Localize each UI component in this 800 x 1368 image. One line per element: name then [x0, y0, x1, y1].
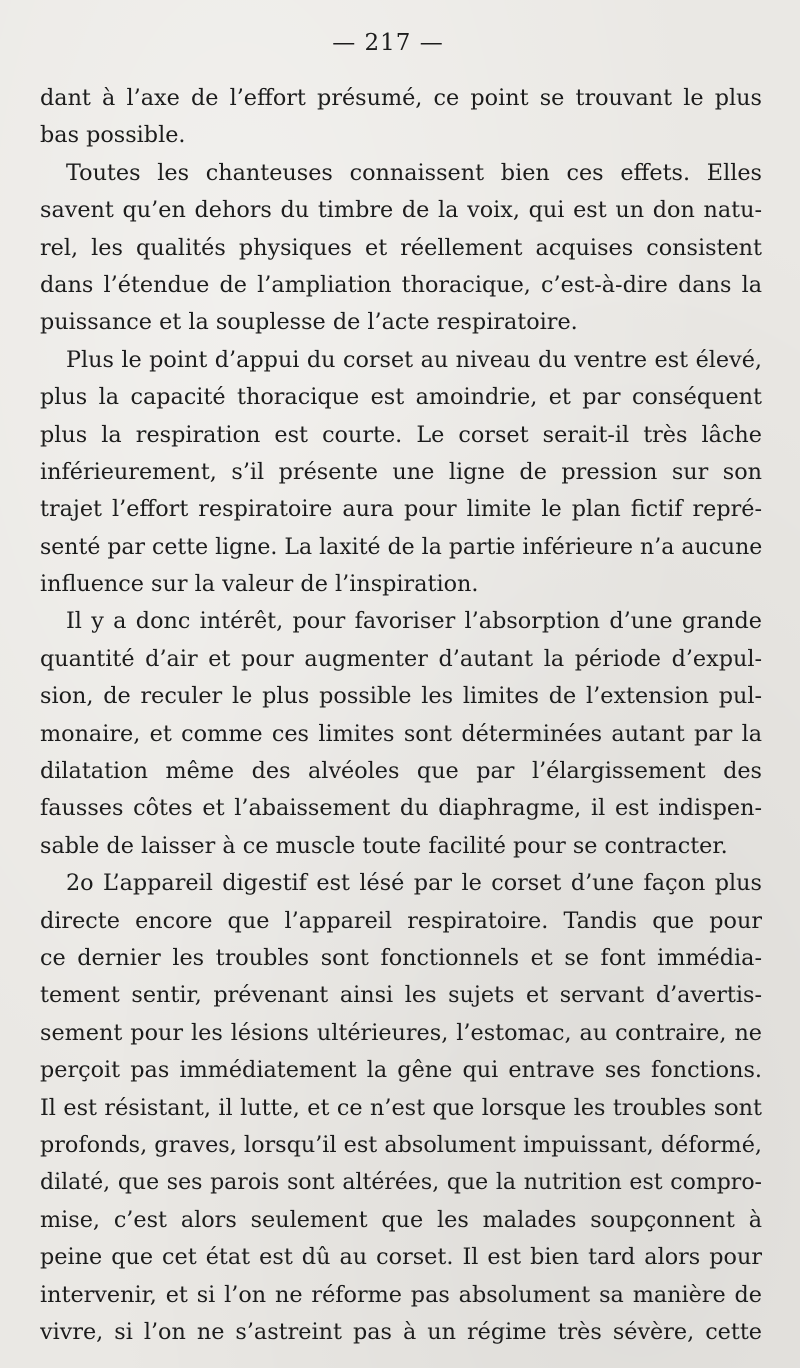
- text-line: fausses côtes et l’abaissement du diaphragme, il est indispen-: [40, 795, 762, 822]
- page-number: — 217 —: [332, 30, 444, 56]
- text-line: peine que cet état est dû au corset. Il est bien tard alors pour: [40, 1244, 762, 1271]
- text-line: directe encore que l’appareil respiratoire. Tandis que pour: [40, 907, 762, 934]
- text-line: influence sur la valeur de l’inspiration.: [40, 571, 479, 598]
- text-line: intervenir, et si l’on ne réforme pas absolument sa manière de: [40, 1281, 762, 1308]
- text-line: plus la capacité thoracique est amoindrie, et par conséquent: [40, 384, 762, 411]
- text-line: sement pour les lésions ultérieures, l’estomac, au contraire, ne: [40, 1019, 762, 1046]
- text-line: dilatation même des alvéoles que par l’élargissement des: [40, 758, 762, 785]
- text-line: sable de laisser à ce muscle toute facilité pour se contracter.: [40, 832, 728, 859]
- text-line: senté par cette ligne. La laxité de la partie inférieure n’a aucune: [40, 534, 762, 560]
- text-line: puissance et la souplesse de l’acte respiratoire.: [40, 309, 578, 336]
- text-line: ce dernier les troubles sont fonctionnels et se font immédia-: [40, 944, 762, 971]
- text-line: Toutes les chanteuses connaissent bien ces effets. Elles: [66, 159, 762, 186]
- text-line: savent qu’en dehors du timbre de la voix, qui est un don natu-: [40, 197, 762, 224]
- text-line: quantité d’air et pour augmenter d’autant la période d’expul-: [40, 645, 762, 672]
- text-line: perçoit pas immédiatement la gêne qui entrave ses fonctions.: [40, 1057, 762, 1084]
- text-line: Plus le point d’appui du corset au niveau du ventre est élevé,: [66, 346, 762, 373]
- text-line: mise, c’est alors seulement que les malades soupçonnent à: [40, 1206, 762, 1233]
- text-line: bas possible.: [40, 122, 186, 149]
- text-line: Il est résistant, il lutte, et ce n’est que lorsque les troubles sont: [40, 1094, 762, 1121]
- text-line: monaire, et comme ces limites sont déterminées autant par la: [40, 720, 762, 747]
- text-line: rel, les qualités physiques et réellement acquises consistent: [40, 234, 762, 261]
- text-line: 2o L’appareil digestif est lésé par le corset d’une façon plus: [66, 870, 762, 897]
- text-line: Il y a donc intérêt, pour favoriser l’absorption d’une grande: [66, 608, 762, 635]
- text-line: dilaté, que ses parois sont altérées, que la nutrition est compro-: [40, 1170, 762, 1196]
- body-text: [40, 80, 762, 1351]
- text-line: inférieurement, s’il présente une ligne de pression sur son: [40, 458, 762, 485]
- text-line: trajet l’effort respiratoire aura pour limite le plan fictif repré-: [40, 496, 762, 523]
- text-line: dant à l’axe de l’effort présumé, ce point se trouvant le plus: [40, 85, 762, 111]
- text-line: tement sentir, prévenant ainsi les sujets et servant d’avertis-: [40, 982, 762, 1009]
- text-line: sion, de reculer le plus possible les limites de l’extension pul-: [40, 683, 762, 710]
- text-line: dans l’étendue de l’ampliation thoracique, c’est-à-dire dans la: [40, 271, 762, 298]
- text-line: profonds, graves, lorsqu’il est absolument impuissant, déformé,: [40, 1131, 762, 1158]
- text-line: plus la respiration est courte. Le corset serait-il très lâche: [40, 421, 762, 448]
- text-line: vivre, si l’on ne s’astreint pas à un régime très sévère, cette: [40, 1318, 762, 1345]
